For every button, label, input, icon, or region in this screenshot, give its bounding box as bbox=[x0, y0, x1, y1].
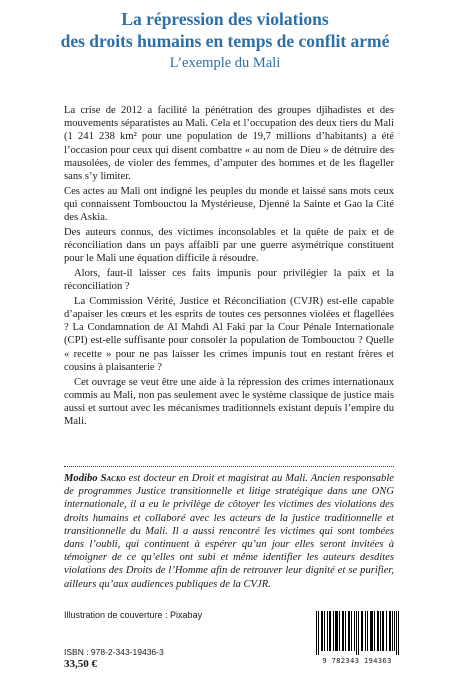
author-first-name: Modibo bbox=[64, 473, 98, 484]
title-line-2: des droits humains en temps de conflit armé bbox=[60, 31, 390, 51]
price: 33,50 € bbox=[64, 658, 97, 670]
section-divider bbox=[64, 466, 394, 467]
summary-paragraph: La crise de 2012 a facilité la pénétration des groupes djihadistes et des mouvements séparatistes au Mali. Cela et l’occupation des deux tiers du Mali (1 241 238 km² pour une population de 19,7 millions d’habitants) a été l’occasion pour ceux qui disent combattre « au nom de Dieu » de détruire des mausolées, de violer des femmes, d’amputer des hommes et de les flageller sans s’y limiter. bbox=[64, 105, 394, 183]
summary-paragraph: La Commission Vérité, Justice et Réconciliation (CVJR) est-elle capable d’apaiser les cœurs et les esprits de toutes ces personnes violées et flagellées ? La Condamnation de Al Mahdi Al Faki par la Cour Pénale Internationale (CPI) est-elle suffisante pour consoler la population de Tombouctou ? Quelle « recette » pour ne pas laisser les crimes impunis tout en restant frères et cousins à plaisanterie ? bbox=[64, 295, 394, 373]
author-name bbox=[64, 473, 126, 484]
author-last-name: Sacko bbox=[100, 473, 126, 484]
barcode bbox=[316, 611, 399, 655]
book-subtitle: L’exemple du Mali bbox=[169, 55, 281, 71]
summary-paragraph: Ces actes au Mali ont indigné les peuples du monde et laissé sans mots ceux qui connaissent Tombouctou la Mystérieuse, Djenné la Sainte et Gao la Cité des Askia. bbox=[64, 185, 394, 224]
barcode-number: 9 782343 194363 bbox=[322, 656, 392, 665]
title-line-1: La répression des violations bbox=[121, 9, 329, 29]
summary-paragraph: Cet ouvrage se veut être une aide à la répression des crimes internationaux commis au Mali, non pas seulement avec le système classique de justice mais aussi et surtout avec les mécanismes traditionnels existant depuis l’empire du Mali. bbox=[64, 376, 394, 428]
book-title bbox=[0, 8, 450, 52]
cover-credit: Illustration de couverture : Pixabay bbox=[64, 610, 203, 620]
summary-paragraph: Alors, faut-il laisser ces faits impunis pour privilégier la paix et la réconciliation ? bbox=[64, 267, 394, 293]
back-cover-summary bbox=[64, 104, 394, 430]
biography-text: est docteur en Droit et magistrat au Mali. Ancien responsable de programmes Justice transitionnelle et litige stratégique dans une ONG internationale, il a eu le privilège de côtoyer les victimes des violations des droits humains et collaboré avec les acteurs de la justice traditionnelle et transitionnelle du Mali. Il a aussi rencontré les victimes qui sont tombées dans l’oubli, qui continuent à espérer qu’un jour elles seront invitées à témoigner de ce qu’elles ont subi et même identifier les auteurs desdites violations des Droits de l’Homme afin de retrouver leur dignité et se purifier, ailleurs qu’aux audiences publiques de la CVJR. bbox=[64, 473, 394, 590]
isbn: ISBN : 978-2-343-19436-3 bbox=[64, 647, 164, 657]
summary-paragraph: Des auteurs connus, des victimes inconsolables et la quête de paix et de réconciliation dans un pays affaibli par une guerre asymétrique constituent pour le Mali une équation difficile à résoudre. bbox=[64, 226, 394, 265]
author-biography bbox=[64, 472, 394, 591]
